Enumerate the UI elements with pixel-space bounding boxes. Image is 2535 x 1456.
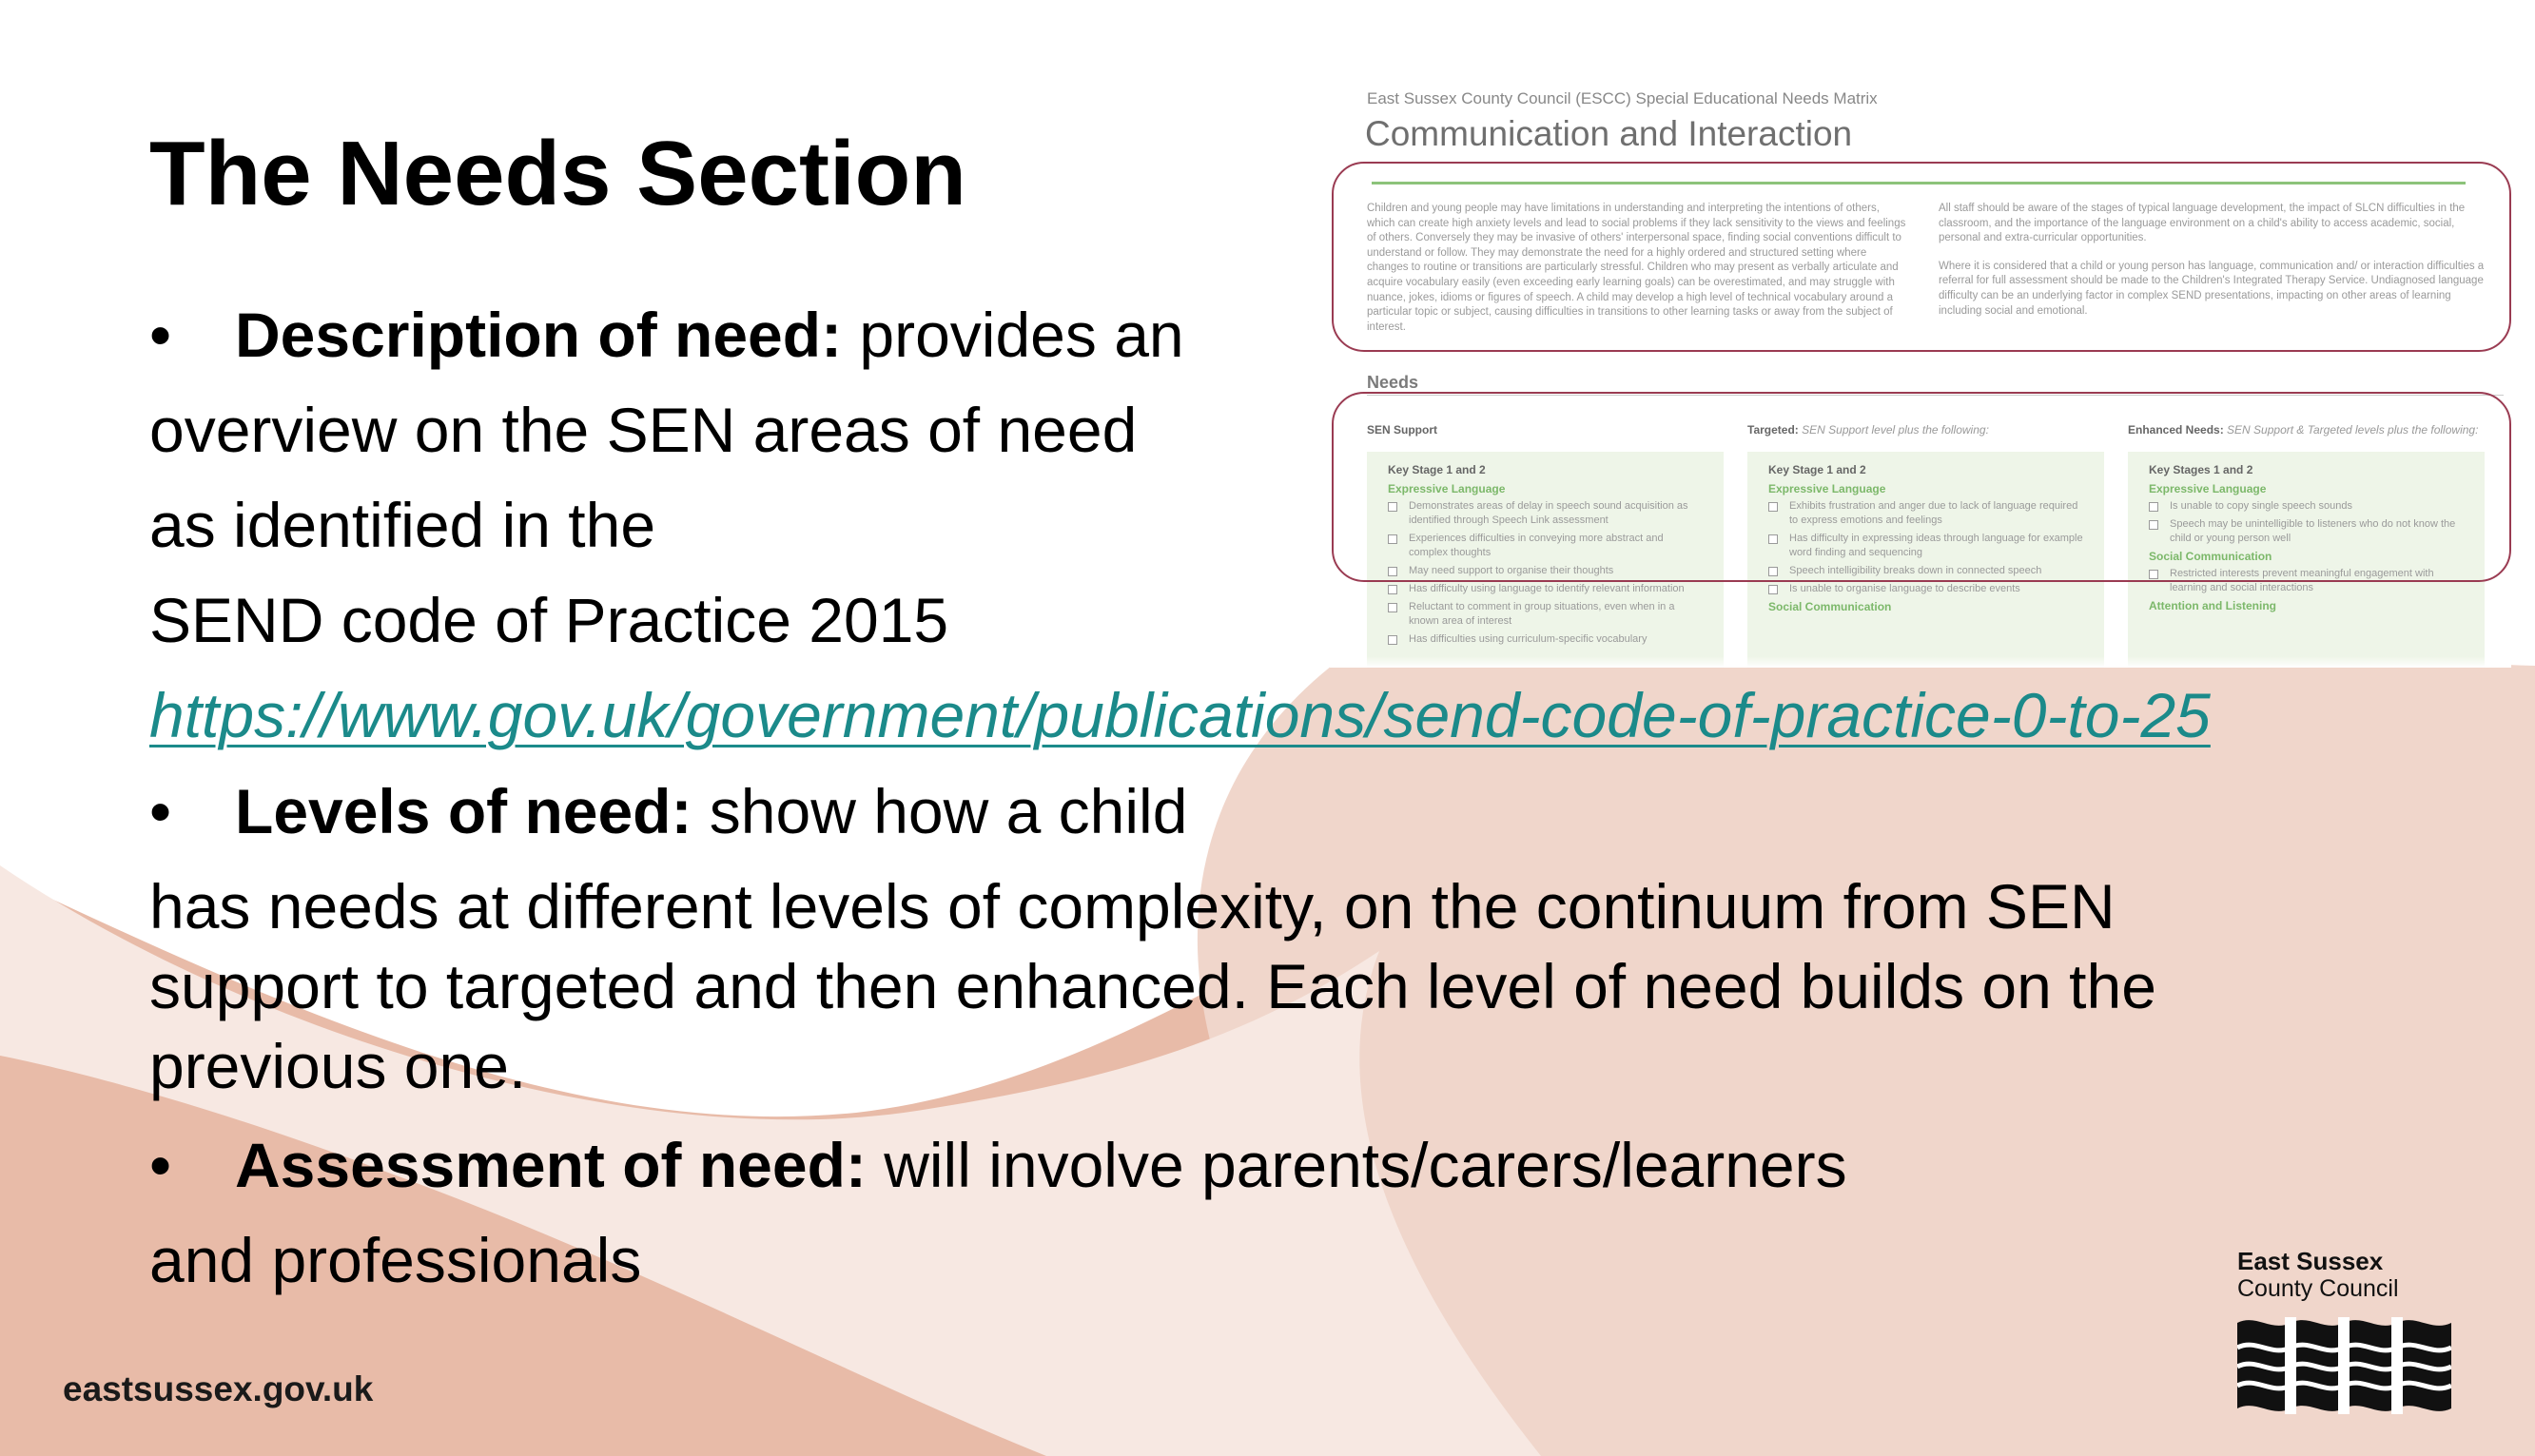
- bullet-continuation: has needs at different levels of complexity, on the continuum from SEN: [149, 871, 2116, 942]
- matrix-item: Demonstrates areas of delay in speech sound acquisition as identified through Speech Link assessment: [1388, 499, 1703, 528]
- matrix-item: Has difficulty using language to identify relevant information: [1388, 582, 1703, 596]
- bullet-assessment-of-need: [149, 1117, 2394, 1308]
- matrix-level-enhanced: Enhanced Needs: SEN Support & Targeted levels plus the following:: [2128, 423, 2479, 437]
- bullet-continuation: previous one.: [149, 1031, 527, 1101]
- matrix-item: Experiences difficulties in conveying more abstract and complex thoughts: [1388, 532, 1703, 560]
- send-code-link[interactable]: https://www.gov.uk/government/publications/send-code-of-practice-0-to-25: [149, 680, 2211, 750]
- logo-name: East Sussex: [2237, 1247, 2384, 1275]
- bullet-text: will involve parents/carers/learners: [866, 1130, 1847, 1200]
- matrix-item: Is unable to copy single speech sounds: [2149, 499, 2464, 514]
- bullet-description-of-need: [149, 287, 2394, 763]
- footer-website: eastsussex.gov.uk: [63, 1369, 374, 1408]
- matrix-title: Communication and Interaction: [1365, 114, 1853, 153]
- bullet-line: [149, 287, 2394, 382]
- bullet-continuation: SEND code of Practice 2015: [149, 585, 949, 655]
- matrix-item: Has difficulty in expressing ideas through language for example word finding and sequencing: [1768, 532, 2083, 560]
- matrix-section-heading: Expressive Language: [2149, 482, 2267, 495]
- matrix-item: Reluctant to comment in group situations, even when in a known area of interest: [1388, 600, 1703, 629]
- matrix-level-sen-support: SEN Support: [1367, 423, 1437, 437]
- matrix-item: Exhibits frustration and anger due to lack of language required to express emotions and feelings: [1768, 499, 2083, 528]
- matrix-level-targeted: Targeted: SEN Support level plus the following:: [1747, 423, 1989, 437]
- matrix-item: Speech intelligibility breaks down in connected speech: [1768, 564, 2083, 578]
- matrix-intro-left: Children and young people may have limitations in understanding and interpreting the intentions of others, which can create high anxiety levels and lead to social problems if they lack sensitivity to the views and feelings of others. Conversely they may be invasive of others' interpersonal space, finding social conventions difficult to understand or follow. They may demonstrate the need for a highly ordered and structured setting where changes to routine or transitions are particularly stressful. Children who may present as verbally articulate and acquire vocabulary easily (even exceeding early learning goals) can be overestimated, and may struggle with nuance, jokes, idioms or figures of speech. A child may develop a high level of technical vocabulary around a particular topic or subject, causing difficulties in transitions to other learning tasks or away from the subject of interest.: [1367, 203, 1906, 333]
- matrix-needs-heading: Needs: [1367, 373, 1419, 392]
- bullet-point: •: [149, 300, 172, 370]
- matrix-item: May need support to organise their thoughts: [1388, 564, 1703, 578]
- bullet-line: [149, 1117, 2394, 1213]
- matrix-section-heading: Attention and Listening: [2149, 599, 2276, 612]
- bullet-continuation: as identified in the: [149, 490, 656, 560]
- matrix-item: Restricted interests prevent meaningful engagement with learning and social interactions: [2149, 567, 2464, 595]
- matrix-header: East Sussex County Council (ESCC) Special Educational Needs Matrix: [1367, 89, 1878, 107]
- matrix-section-heading: Expressive Language: [1388, 482, 1506, 495]
- matrix-section-heading: Social Communication: [2149, 550, 2272, 563]
- matrix-stage: Key Stage 1 and 2: [1768, 463, 1866, 476]
- matrix-item: Is unable to organise language to describe events: [1768, 582, 2083, 596]
- bullet-point: •: [149, 1130, 172, 1200]
- bullet-continuation: overview on the SEN areas of need: [149, 395, 1138, 465]
- bullet-label: Levels of need:: [235, 776, 692, 846]
- matrix-stage: Key Stage 1 and 2: [1388, 463, 1486, 476]
- slide-title: The Needs Section: [149, 123, 966, 224]
- matrix-item: Has difficulties using curriculum-specific vocabulary: [1388, 632, 1703, 647]
- bullet-line: [149, 764, 2394, 859]
- bullet-continuation: support to targeted and then enhanced. Each level of need builds on the: [149, 951, 2156, 1021]
- bullet-text: show how a child: [692, 776, 1188, 846]
- matrix-item: Speech may be unintelligible to listeners who do not know the child or young person well: [2149, 517, 2464, 546]
- bullet-levels-of-need: [149, 764, 2394, 1106]
- matrix-section-heading: Social Communication: [1768, 600, 1892, 613]
- logo-subtitle: County Council: [2237, 1275, 2399, 1302]
- matrix-stage: Key Stages 1 and 2: [2149, 463, 2253, 476]
- bullet-continuation: and professionals: [149, 1225, 642, 1295]
- bullet-label: Description of need:: [235, 300, 843, 370]
- waves-icon: [2237, 1317, 2451, 1414]
- matrix-intro-right-p2: Where it is considered that a child or young person has language, communication and/ or interaction difficulties a referral for full assessment should be made to the Children's Integrated Therapy Service. Undiagnosed language difficulty can be an underlying factor in complex SEND presentations, impacting on other areas of learning including social and emotional.: [1939, 260, 2485, 317]
- escc-logo: [2237, 1248, 2456, 1414]
- matrix-section-heading: Expressive Language: [1768, 482, 1886, 495]
- bullet-label: Assessment of need:: [235, 1130, 867, 1200]
- bullet-text: provides an: [842, 300, 1184, 370]
- matrix-intro-right-p1: All staff should be aware of the stages of typical language development, the impact of SLCN difficulties in the classroom, and the importance of the language environment on a child's ability to access academic, social, personal and extra-curricular opportunities.: [1939, 203, 2466, 244]
- bullet-point: •: [149, 776, 172, 846]
